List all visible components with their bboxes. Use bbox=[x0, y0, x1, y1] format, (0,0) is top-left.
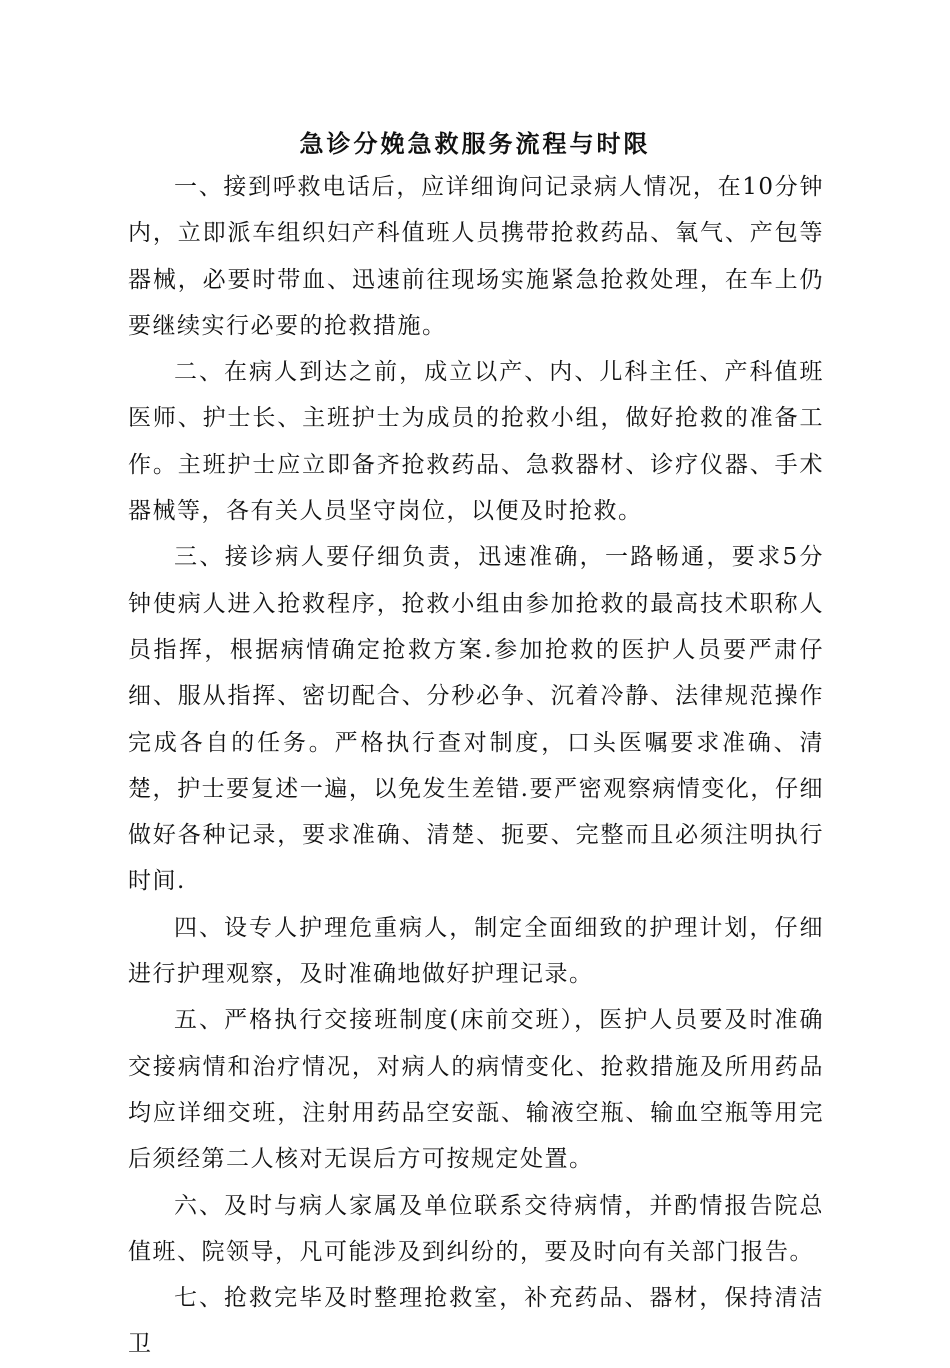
paragraph-5: 五、严格执行交接班制度(床前交班），医护人员要及时准确交接病情和治疗情况，对病人的病情变化、抢救措施及所用药品均应详细交班，注射用药品空安瓿、输液空瓶、输血空瓶等用完后须经第二人核对无误后方可按规定处置。 bbox=[128, 1007, 824, 1173]
paragraph-4: 四、设专人护理危重病人，制定全面细致的护理计划，仔细进行护理观察，及时准确地做好护理记录。 bbox=[128, 914, 824, 988]
paragraph-3: 三、接诊病人要仔细负责，迅速准确，一路畅通，要求5分钟使病人进入抢救程序，抢救小组由参加抢救的最高技术职称人员指挥，根据病情确定抢救方案.参加抢救的医护人员要严肃仔细、服从指挥、密切配合、分秒必争、沉着冷静、法律规范操作完成各自的任务。严格执行查对制度，口头医嘱要求准确、清楚，护士要复述一遍，以免发生差错.要严密观察病情变化，仔细做好各种记录，要求准确、清楚、扼要、完整而且必须注明执行时间. bbox=[128, 544, 824, 895]
paragraph-6: 六、及时与病人家属及单位联系交待病情，并酌情报告院总值班、院领导，凡可能涉及到纠纷的，要及时向有关部门报告。 bbox=[128, 1192, 824, 1265]
document-title: 急诊分娩急救服务流程与时限 bbox=[299, 129, 651, 158]
paragraph-7: 七、抢救完毕及时整理抢救室，补充药品、器材，保持清洁卫 bbox=[128, 1285, 824, 1358]
document-body bbox=[128, 164, 824, 1368]
paragraph-2: 二、在病人到达之前，成立以产、内、儿科主任、产科值班医师、护士长、主班护士为成员的抢救小组，做好抢救的准备工作。主班护士应立即备齐抢救药品、急救器材、诊疗仪器、手术器械等，各有关人员坚守岗位，以便及时抢救。 bbox=[128, 359, 824, 525]
paragraph-1: 一、接到呼救电话后，应详细询问记录病人情况，在10分钟内，立即派车组织妇产科值班人员携带抢救药品、氧气、产包等器械，必要时带血、迅速前往现场实施紧急抢救处理，在车上仍要继续实行必要的抢救措施。 bbox=[128, 174, 824, 339]
